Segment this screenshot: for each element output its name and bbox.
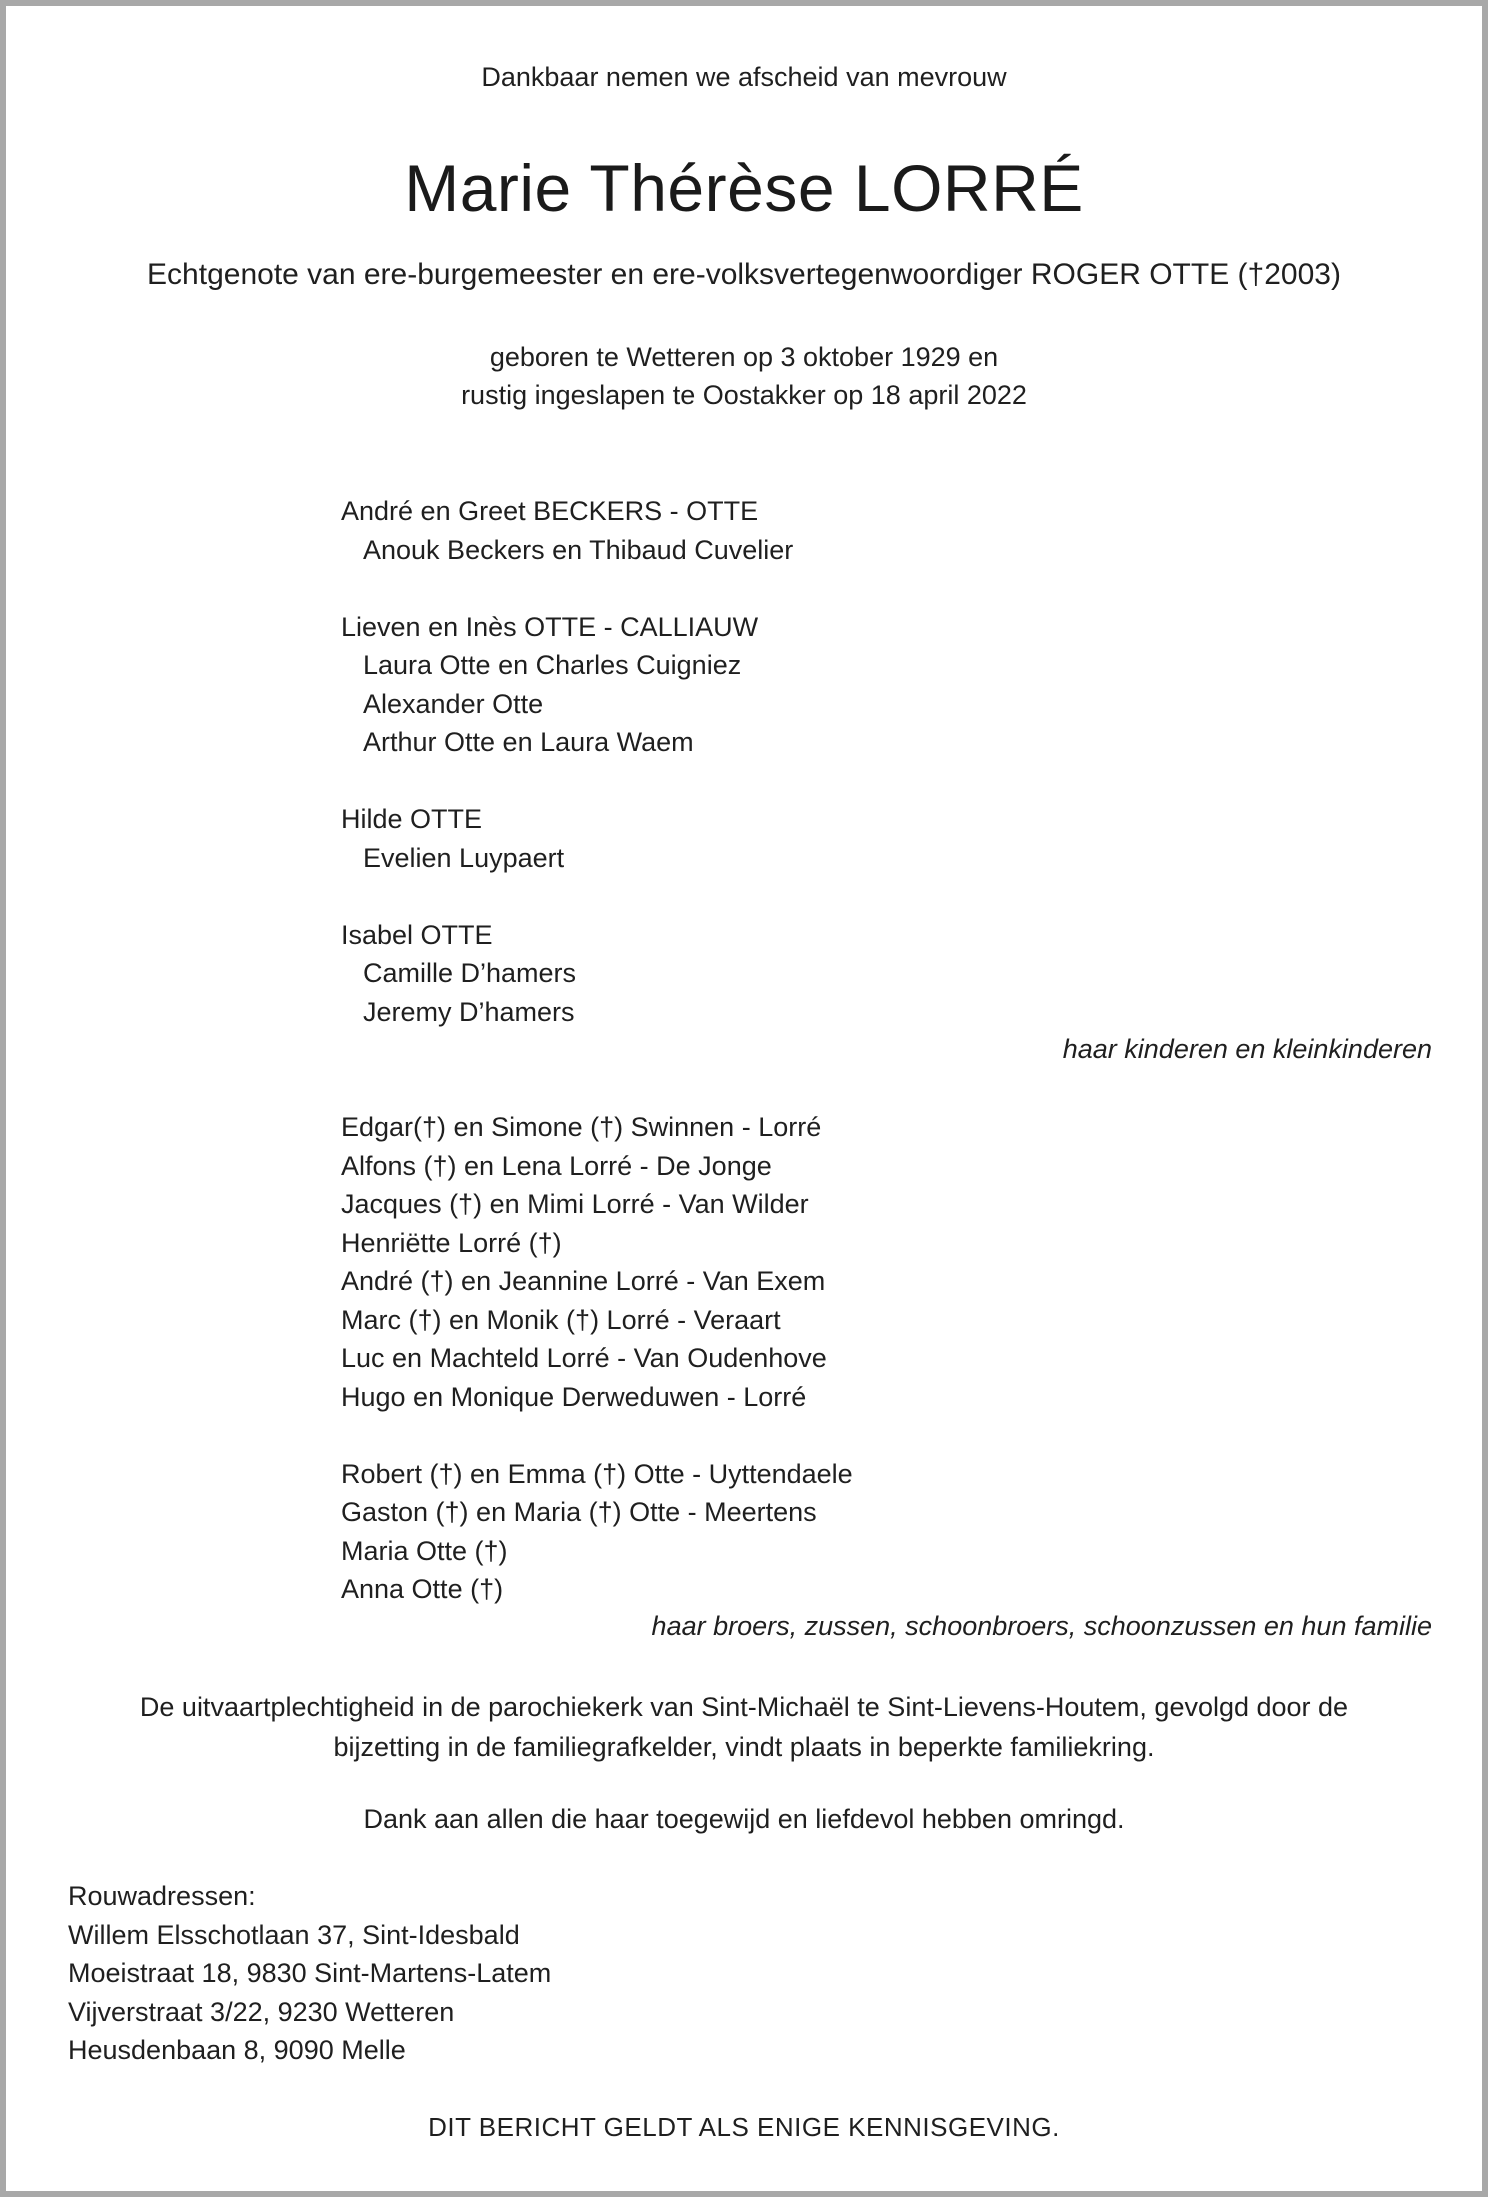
- family-parents: Isabel OTTE: [341, 919, 493, 950]
- notice-footer: DIT BERICHT GELDT ALS ENIGE KENNISGEVING.: [428, 2112, 1060, 2142]
- sibling-line: Luc en Machteld Lorré - Van Oudenhove: [341, 1343, 827, 1373]
- sibling-line: Robert (†) en Emma (†) Otte - Uyttendaele: [341, 1458, 853, 1489]
- grandchild: Camille D’hamers: [363, 958, 577, 988]
- siblings-list: [341, 1108, 853, 1609]
- funeral-line: De uitvaartplechtigheid in de parochiekerk van Sint-Michaël te Sint-Lievens-Houtem, gevolgd door de: [139, 1692, 1349, 1722]
- sibling-line: André (†) en Jeannine Lorré - Van Exem: [341, 1266, 826, 1296]
- funeral-paragraph: [66, 1687, 1422, 1767]
- family-parents: Lieven en Inès OTTE - CALLIAUW: [341, 611, 759, 642]
- sibling-line: Alfons (†) en Lena Lorré - De Jonge: [341, 1150, 772, 1181]
- children-list: [341, 492, 793, 1031]
- address-line: Heusdenbaan 8, 9090 Melle: [68, 2035, 406, 2065]
- address-line: Willem Elsschotlaan 37, Sint-Idesbald: [68, 1919, 520, 1950]
- grandchild: Alexander Otte: [363, 688, 544, 719]
- address-line: Vijverstraat 3/22, 9230 Wetteren: [68, 1996, 455, 2027]
- life-dates: [6, 338, 1482, 414]
- funeral-line: bijzetting in de familiegrafkelder, vindt plaats in beperkte familiekring.: [333, 1732, 1155, 1762]
- birth-line: geboren te Wetteren op 3 oktober 1929 en: [489, 342, 999, 372]
- grandchild: Evelien Luypaert: [363, 842, 565, 873]
- grandchild: Arthur Otte en Laura Waem: [363, 727, 694, 757]
- grandchild: Jeremy D’hamers: [363, 996, 575, 1027]
- thanks-line: Dank aan allen die haar toegewijd en liefdevol hebben omringd.: [363, 1804, 1125, 1834]
- addresses: [68, 1877, 551, 2070]
- family-parents: Hilde OTTE: [341, 804, 483, 834]
- death-line: rustig ingeslapen te Oostakker op 18 april 2022: [461, 380, 1027, 410]
- addresses-label: Rouwadressen:: [68, 1881, 256, 1911]
- sibling-line: Marc (†) en Monik (†) Lorré - Veraart: [341, 1304, 781, 1335]
- sibling-line: Hugo en Monique Derweduwen - Lorré: [341, 1381, 807, 1412]
- intro-line: Dankbaar nemen we afscheid van mevrouw: [481, 62, 1007, 92]
- spouse-line: Echtgenote van ere-burgemeester en ere-volksvertegenwoordiger ROGER OTTE (†2003): [147, 258, 1341, 291]
- address-line: Moeistraat 18, 9830 Sint-Martens-Latem: [68, 1958, 552, 1988]
- sibling-line: Gaston (†) en Maria (†) Otte - Meertens: [341, 1497, 817, 1527]
- grandchild: Anouk Beckers en Thibaud Cuvelier: [363, 534, 794, 565]
- family-parents: André en Greet BECKERS - OTTE: [341, 496, 759, 526]
- sibling-line: Edgar(†) en Simone (†) Swinnen - Lorré: [341, 1112, 822, 1142]
- sibling-line: Anna Otte (†): [341, 1574, 504, 1604]
- sibling-line: Maria Otte (†): [341, 1535, 508, 1566]
- grandchild: Laura Otte en Charles Cuigniez: [363, 650, 742, 680]
- children-signature: haar kinderen en kleinkinderen: [1062, 1034, 1432, 1064]
- siblings-signature: haar broers, zussen, schoonbroers, schoonzussen en hun familie: [651, 1611, 1432, 1641]
- sibling-line: Henriëtte Lorré (†): [341, 1227, 562, 1258]
- sibling-line: Jacques (†) en Mimi Lorré - Van Wilder: [341, 1189, 809, 1219]
- deceased-name: Marie Thérèse LORRÉ: [404, 151, 1084, 225]
